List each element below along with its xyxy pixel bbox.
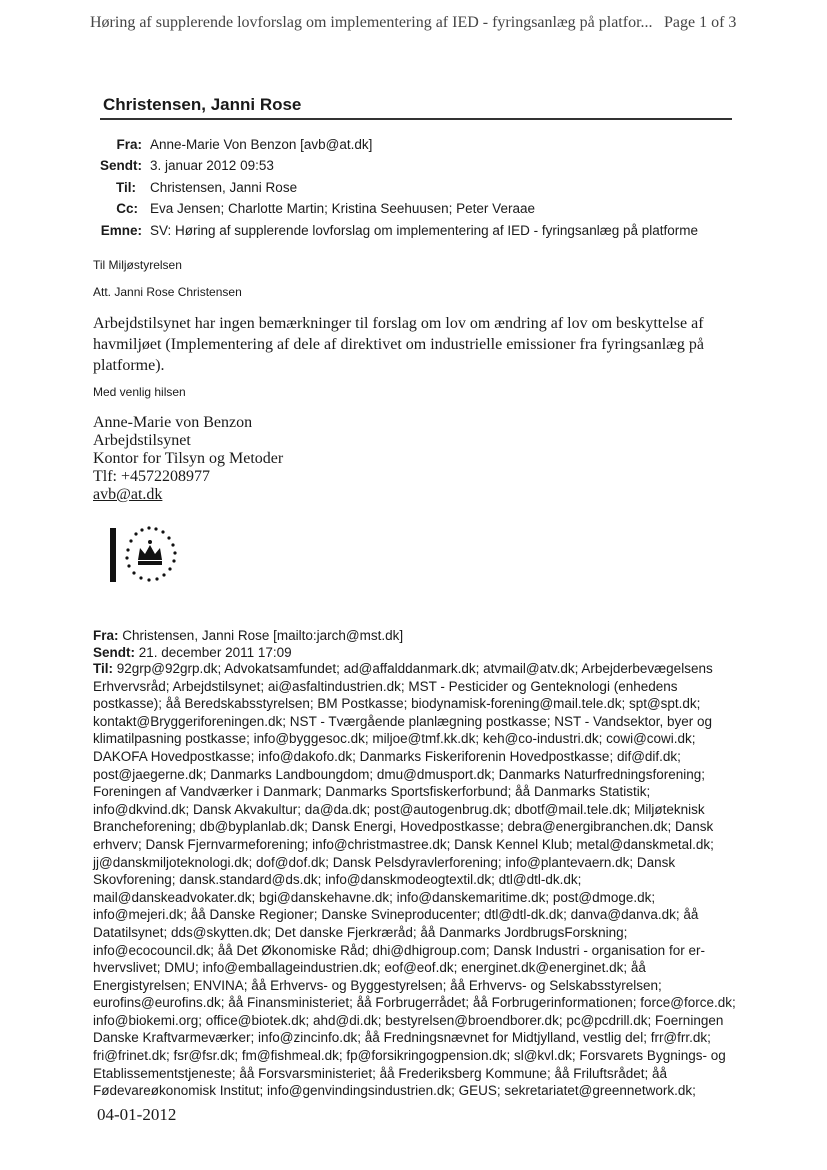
from-label: Fra: [116, 137, 142, 152]
fwd-recipients [93, 660, 738, 1100]
header-divider [100, 118, 732, 120]
sent-value: 3. januar 2012 09:53 [150, 158, 274, 173]
mailbox-owner: Christensen, Janni Rose [103, 95, 302, 114]
fwd-sent-value: 21. december 2011 17:09 [138, 645, 292, 660]
cc-label: Cc: [116, 201, 138, 216]
cc-value: Eva Jensen; Charlotte Martin; Kristina Seehuusen; Peter Veraae [150, 201, 535, 216]
fwd-from-label: Fra: [93, 628, 119, 643]
fwd-sent-row [93, 645, 292, 660]
to-label: Til: [116, 180, 136, 195]
fwd-from-value: Christensen, Janni Rose [mailto:jarch@mst.dk] [122, 628, 404, 643]
footer-date: 04-01-2012 [97, 1105, 177, 1124]
fwd-sent-label: Sendt: [93, 645, 135, 660]
signature-email-link[interactable]: avb@at.dk [93, 486, 163, 503]
subject-value: SV: Høring af supplerende lovforslag om implementering af IED - fyringsanlæg på platforme [150, 223, 699, 238]
fwd-from-row [93, 628, 403, 643]
signature-org: Arbejdstilsynet [93, 432, 191, 449]
signature-dept: Kontor for Tilsyn og Metoder [93, 450, 284, 467]
signature-name: Anne-Marie von Benzon [93, 414, 253, 431]
body-att-line: Att. Janni Rose Christensen [93, 285, 242, 299]
fwd-to-value: 92grp@92grp.dk; Advokatsamfundet; ad@affalddanmark.dk; atvmail@atv.dk; Arbejderbevægelsens Erhvervsråd; Arbejdstilsynet; ai@asfaltindustrien.dk; MST - Pesticider og Genteknologi (enhedens postkasse); åå Beredskabsstyrelsen; BM Postkasse; biodynamisk-forening@mail.tele.dk; spt@spt.dk; kontakt@Bryggeriforeningen.dk; NST - Tværgående planlægning postkasse; NST - Vandsektor, byer og klimatilpasning postkasse; info@byggesoc.dk; miljoe@tmf.kk.dk; keh@co-industri.dk; cowi@cowi.dk; DAKOFA Hovedpostkasse; info@dakofo.dk; Danmarks Fiskeriforenin Hovedpostkasse; dif@dif.dk; post@jaegerne.dk; Danmarks Landboungdom; dmu@dmusport.dk; Danmarks Naturfredningsforening; Foreningen af Vandværker i Danmark; Danmarks Sportsfiskerforbund; åå Danmarks Statistik; info@dkvind.dk; Dansk Akvakultur; da@da.dk; post@autogenbrug.dk; dbotf@mail.tele.dk; Miljøteknisk Brancheforening; db@byplanlab.dk; Dansk Energi, Hovedpostkasse; debra@energibranchen.dk; Dansk erhverv; Dansk Fjernvarmeforening; info@christmastree.dk; Dansk Kennel Klub; metal@danskmetal.dk; jj@danskmiljoteknologi.dk; dof@dof.dk; Dansk Pelsdyravlerforening; info@plantevaern.dk; Dansk Skovforening; dansk.standard@ds.dk; info@danskmodeogtextil.dk; dtl@dtl-dk.dk; mail@danskeadvokater.dk; bgi@danskehavne.dk; info@danskemaritime.dk; post@dmoge.dk; info@mejeri.dk; åå Danske Regioner; Danske Svineproducenter; dtl@dtl-dk.dk; danva@danva.dk; åå Datatilsynet; dds@skytten.dk; Det danske Fjerkræråd; åå Danmarks JordbrugsForskning; info@ecocouncil.dk; åå Det Økonomiske Råd; dhi@dhigroup.com; Dansk Industri - organisation for er-hvervslivet; DMU; info@emballageindustrien.dk; eof@eof.dk; energinet.dk@energinet.dk; åå Energistyrelsen; ENVINA; åå Erhvervs- og Byggestyrelsen; åå Erhvervs- og Selskabsstyrelsen; eurofins@eurofins.dk; åå Finansministeriet; åå Forbrugerrådet; åå Forbrugerinformationen; force@force.dk; info@biokemi.org; office@biotek.dk; ahd@di.dk; bestyrelsen@broendborer.dk; pc@pcdrill.dk; Foerningen Danske Kraftvarmeværker; info@zincinfo.dk; åå Fredningsnævnet for Midtjylland, vestlig del; frr@frr.dk; fri@frinet.dk; fsr@fsr.dk; fm@fishmeal.dk; fp@forsikringogpension.dk; sl@kvl.dk; Forsvarets Bygnings- og Etablissementstjeneste; åå Forsvarsministeriet; åå Frederiksberg Kommune; åå Friluftsrådet; åå Fødevareøkonomisk Institut; info@genvindingsindustrien.dk; GEUS; sekretariatet@greennetwork.dk; [93, 661, 736, 1099]
greeting: Med venlig hilsen [93, 385, 186, 399]
sent-label: Sendt: [100, 158, 142, 173]
page-number: Page 1 of 3 [664, 14, 737, 31]
page-header-title: Høring af supplerende lovforslag om implementering af IED - fyringsanlæg på platfor... [90, 14, 653, 31]
body-to-line: Til Miljøstyrelsen [93, 258, 182, 272]
fwd-to-label: Til: [93, 661, 113, 676]
body-paragraph: Arbejdstilsynet har ingen bemærkninger til forslag om lov om ændring af lov om beskyttelse af havmiljøet (Implementering af dele af direktivet om industrielle emissioner fra fyringsanlæg på platforme). [93, 315, 704, 374]
to-value: Christensen, Janni Rose [150, 180, 298, 195]
signature-phone: Tlf: +4572208977 [93, 468, 211, 485]
subject-label: Emne: [100, 223, 142, 238]
from-value: Anne-Marie Von Benzon [avb@at.dk] [150, 137, 373, 152]
crown-logo-icon [108, 520, 198, 590]
